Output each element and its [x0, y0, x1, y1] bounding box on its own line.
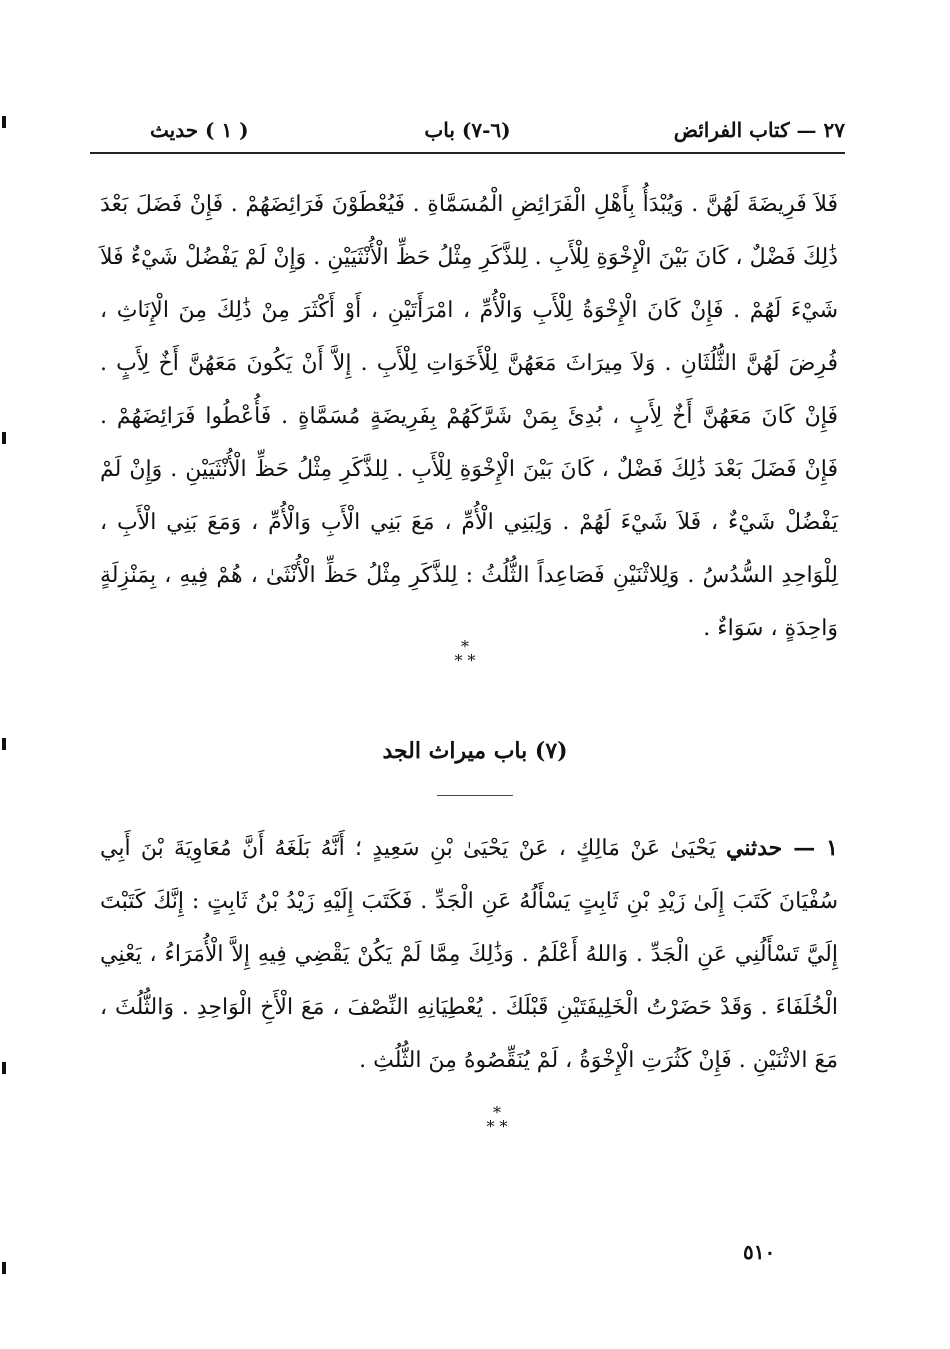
scan-edge-mark	[2, 1062, 6, 1074]
header-hadith-number: ( ١ ) حديث	[150, 118, 249, 142]
scan-edge-mark	[2, 432, 6, 444]
page-number: ٥١٠	[743, 1240, 776, 1264]
chapter-title: (٧) باب ميراث الجد	[382, 738, 568, 764]
hadith-lead: ١ — حدثني	[725, 835, 838, 861]
header-book-title: ٢٧ — كتاب الفرائض	[673, 118, 845, 142]
running-header	[90, 118, 845, 152]
divider-star-top: *	[461, 637, 469, 656]
hadith-body: يَحْيَىٰ عَنْ مَالِكٍ ، عَنْ يَحْيَىٰ بْنِ سَعِيدٍ ؛ أَنَّهُ بَلَغَهُ أَنَّ مُعَاوِيَةَ بْنَ أَبِي سُفْيَانَ كَتَبَ إِلَىٰ زَيْدِ بْنِ ثَابِتٍ يَسْأَلُهُ عَنِ الْجَدِّ . فَكَتَبَ إِلَيْهِ زَيْدُ بْنُ ثَابِتٍ : إِنَّكَ كَتَبْتَ إِلَيَّ تَسْأَلُنِي عَنِ الْجَدِّ . وَاللهُ أَعْلَمُ . وَذَٰلِكَ مِمَّا لَمْ يَكُنْ يَقْضِي فِيهِ إِلاَّ الْأُمَرَاءُ ، يَعْنِي الْخُلَفَاءَ . وَقَدْ حَضَرْتُ الْخَلِيفَتَيْنِ قَبْلَكَ . يُعْطِيَانِهِ النِّصْفَ ، مَعَ الْأَخِ الْوَاحِدِ . وَالثُّلُثَ ، مَعَ الاثْنَيْنِ . فَإِنْ كَثُرَتِ الْإِخْوَةُ ، لَمْ يُنَقِّصُوهُ مِنَ الثُّلُثِ .	[100, 836, 838, 1073]
end-divider-stars	[22, 1103, 950, 1136]
header-chapter-range: (٦-٧) باب	[424, 118, 511, 142]
section-2-text	[100, 822, 838, 1087]
chapter-title-rule	[437, 795, 513, 796]
section-1-text: فَلاَ فَرِيضَةَ لَهُنَّ . وَيُبْدَأُ بِأَهْلِ الْفَرَائِضِ الْمُسَمَّاةِ . فَيُعْطَوْنَ فَرَائِضَهُمْ . فَإِنْ فَضَلَ بَعْدَ ذَٰلِكَ فَضْلٌ ، كَانَ بَيْنَ الْإِخْوَةِ لِلْأَبِ . لِلذَّكَرِ مِثْلُ حَظِّ الْأُنْثَيَيْنِ . وَإِنْ لَمْ يَفْضُلْ شَيْءٌ فَلاَ شَيْءَ لَهُمْ . فَإِنْ كَانَ الْإِخْوَةُ لِلْأَبِ وَالْأُمِّ ، امْرَأَتَيْنِ ، أَوْ أَكْثَرَ مِنْ ذَٰلِكَ مِنَ الْإِنَاثِ ، فُرِضَ لَهُنَّ الثُّلُثَانِ . وَلاَ مِيرَاثَ مَعَهُنَّ لِلْأَخَوَاتِ لِلْأَبِ . إِلاَّ أَنْ يَكُونَ مَعَهُنَّ أَخٌ لِأَبٍ . فَإِنْ كَانَ مَعَهُنَّ أَخٌ لِأَبٍ ، بُدِئَ بِمَنْ شَرَّكَهُمْ بِفَرِيضَةٍ مُسَمَّاةٍ . فَأُعْطُوا فَرَائِضَهُمْ . فَإِنْ فَضَلَ بَعْدَ ذَٰلِكَ فَضْلٌ ، كَانَ بَيْنَ الْإِخْوَةِ لِلْأَبِ . لِلذَّكَرِ مِثْلُ حَظِّ الْأُنْثَيَيْنِ . وَإِنْ لَمْ يَفْضُلْ شَيْءٌ ، فَلاَ شَيْءَ لَهُمْ . وَلِبَنِي الْأُمِّ ، مَعَ بَنِي الْأَبِ وَالْأُمِّ ، وَمَعَ بَنِي الْأَبِ ، لِلْوَاحِدِ السُّدُسُ . وَلِلاثْنَيْنِ فَصَاعِداً الثُّلُثُ : لِلذَّكَرِ مِثْلُ حَظِّ الْأُنْثَىٰ ، هُمْ فِيهِ ، بِمَنْزِلَةٍ وَاحِدَةٍ ، سَوَاءٌ .	[100, 192, 838, 641]
divider-star-bottom: * *	[486, 1117, 508, 1136]
scan-edge-mark	[2, 1262, 6, 1274]
section-divider-stars	[0, 637, 940, 670]
divider-star-bottom: * *	[454, 651, 476, 670]
scan-edge-mark	[2, 116, 6, 128]
divider-star-top: *	[493, 1103, 501, 1122]
header-rule	[90, 152, 845, 154]
